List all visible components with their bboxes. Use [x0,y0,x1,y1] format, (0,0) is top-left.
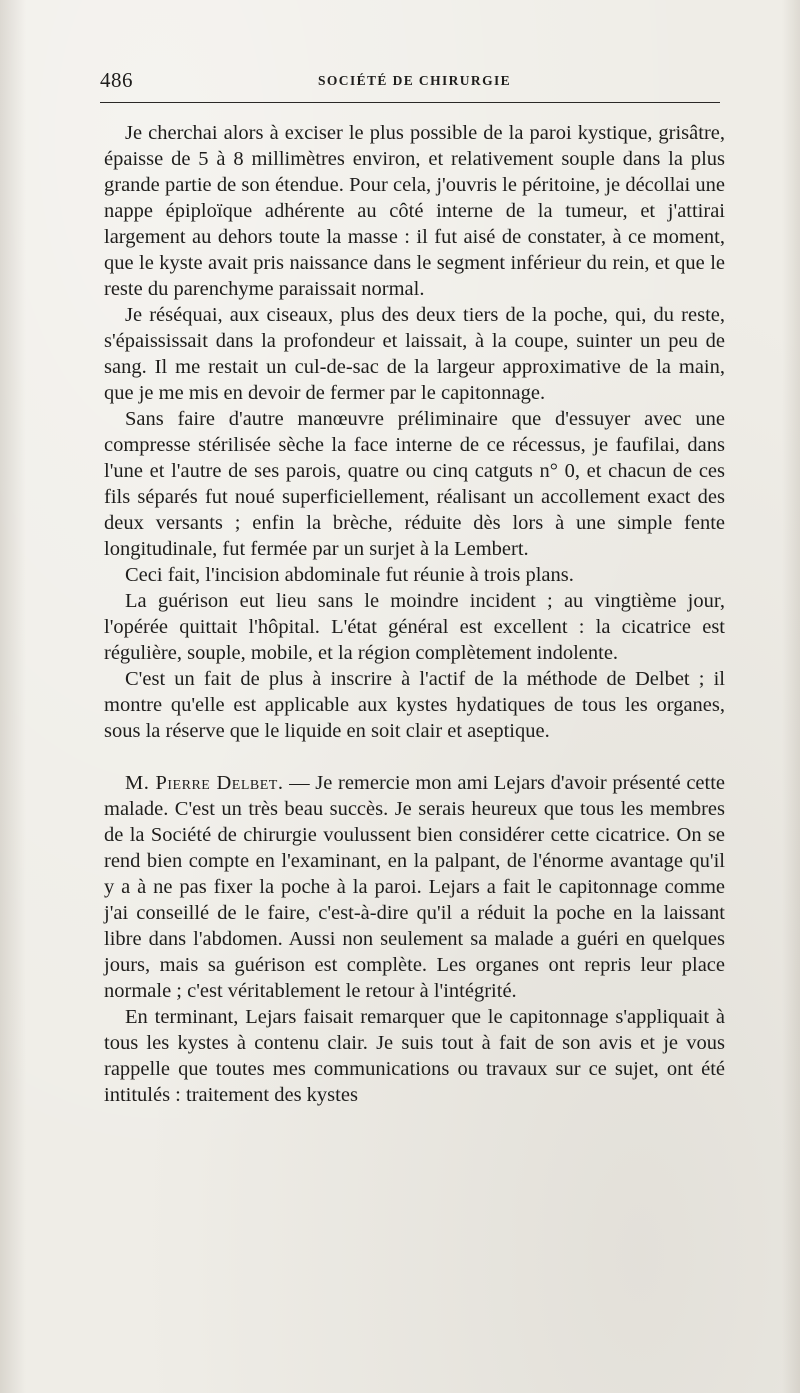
header-rule [100,102,720,103]
paragraph: Je cherchai alors à exciser le plus possible de la paroi kystique, grisâtre, épaisse de 5 à 8 millimètres environ, et relativement souple dans la plus grande partie de son étendue. Pour cela, j'ouvris le péritoine, je décollai une nappe épiploïque adhérente au côté interne de la tumeur, et j'attirai largement au dehors toute la masse : il fut aisé de constater, à ce moment, que le kyste avait pris naissance dans le segment inférieur du rein, et que le reste du parenchyme paraissait normal. [104,122,725,300]
discussion-text: — Je remercie mon ami Lejars d'avoir présenté cette malade. C'est un très beau succès. Je serais heureux que tous les membres de la Société de chirurgie voulussent bien considérer cette cicatrice. On se rend bien compte en l'examinant, en la palpant, de l'énorme avantage qu'il y a à ne pas fixer la poche à la paroi. Lejars a fait le capitonnage comme j'ai conseillé de le faire, c'est-à-dire qu'il a réduit la poche en la laissant libre dans l'abdomen. Aussi non seulement sa malade a guéri en quelques jours, mais sa guérison est complète. Les organes ont repris leur place normale ; c'est véritablement le retour à l'intégrité. [104,772,726,1002]
body-text [104,120,725,1108]
discussion-paragraph [104,770,725,1004]
speaker-name: M. Pierre Delbet. [125,772,284,794]
paragraph: Ceci fait, l'incision abdominale fut réunie à trois plans. [125,564,574,586]
running-header [100,68,720,94]
discussion-paragraph-2: En terminant, Lejars faisait remarquer que le capitonnage s'appliquait à tous les kystes à contenu clair. Je suis tout à fait de son avis et je vous rappelle que toutes mes communications ou travaux sur ce sujet, ont été intitulés : traitement des kystes [104,1006,725,1106]
running-title: SOCIÉTÉ DE CHIRURGIE [318,73,512,88]
paragraph: Sans faire d'autre manœuvre préliminaire que d'essuyer avec une compresse stérilisée sèche la face interne de ce récessus, je faufilai, dans l'une et l'autre de ses parois, quatre ou cinq catguts n° 0, et chacun de ces fils séparés fut noué superficiellement, réalisant un accollement exact des deux versants ; enfin la brèche, réduite dès lors à une simple fente longitudinale, fut fermée par un surjet à la Lembert. [104,408,725,560]
page-edge-shadow-left [0,0,26,1393]
paragraph: La guérison eut lieu sans le moindre incident ; au vingtième jour, l'opérée quittait l'hôpital. L'état général est excellent : la cicatrice est régulière, souple, mobile, et la région complètement indolente. [104,590,725,664]
paragraph: C'est un fait de plus à inscrire à l'actif de la méthode de Delbet ; il montre qu'elle est applicable aux kystes hydatiques de tous les organes, sous la réserve que le liquide en soit clair et aseptique. [104,668,725,742]
page-number: 486 [100,68,133,92]
paragraph: Je réséquai, aux ciseaux, plus des deux tiers de la poche, qui, du reste, s'épaississait dans la profondeur et laissait, à la coupe, suinter un peu de sang. Il me restait un cul-de-sac de la largeur approximative de la main, que je me mis en devoir de fermer par le capitonnage. [104,304,725,404]
page-edge-shadow-right [782,0,800,1393]
